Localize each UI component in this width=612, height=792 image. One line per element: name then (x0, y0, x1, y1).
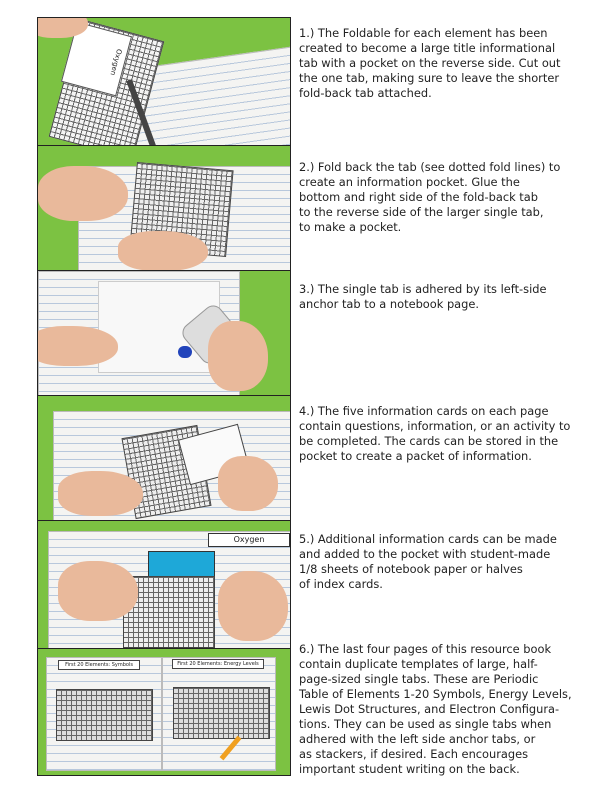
photo-cut-out-tab (37, 17, 291, 147)
energy-levels-tab (172, 659, 264, 669)
step-1-text: 1.) The Foldable for each element has been created to become a large title informational tab with a pocket on the reverse side. Cut out the one tab, making sure to leave the shorter fold-back tab attached. (299, 26, 561, 100)
symbols-tab (58, 660, 140, 670)
step-3-text: 3.) The single tab is adhered by its left-side anchor tab to a notebook page. (299, 282, 547, 311)
first20-symbols-label: First 20 Elements: Symbols (65, 662, 133, 668)
glue-cap (178, 346, 192, 358)
oxygen-label: Oxygen (108, 48, 124, 77)
photo-additional-cards (37, 520, 291, 650)
step-5-text: 5.) Additional information cards can be made and added to the pocket with student-made 1/8 sheets of notebook paper or halves of index cards. (299, 532, 557, 591)
photo-information-cards (37, 395, 291, 522)
step-4-text: 4.) The five information cards on each page contain questions, information, or an activity to be completed. The cards can be stored in the pocket to create a packet of information. (299, 404, 571, 463)
step-6-text: 6.) The last four pages of this resource book contain duplicate templates of large, half- page-sized single tabs. These are Periodic Table of Elements 1-20 Symbols, Energy Levels, Lewis Dot Structures, and Electron Configura- tions. They can be used as single tabs when adhered with the left side anchor tabs, or as stackers, if desired. Each encourages important student writing on the back. (299, 642, 572, 776)
photo-glue-tab (37, 270, 291, 397)
oxygen-tab-label: Oxygen (233, 535, 265, 544)
step-2-text: 2.) Fold back the tab (see dotted fold lines) to create an information pocket. Glue the bottom and right side of the fold-back tab to the reverse side of the larger single tab, to make a pocket. (299, 160, 561, 234)
photo-notebook-templates (37, 648, 291, 776)
first20-energy-label: First 20 Elements: Energy Levels (177, 661, 259, 667)
photo-fold-back-tab (37, 145, 291, 272)
oxygen-tab (208, 533, 290, 547)
